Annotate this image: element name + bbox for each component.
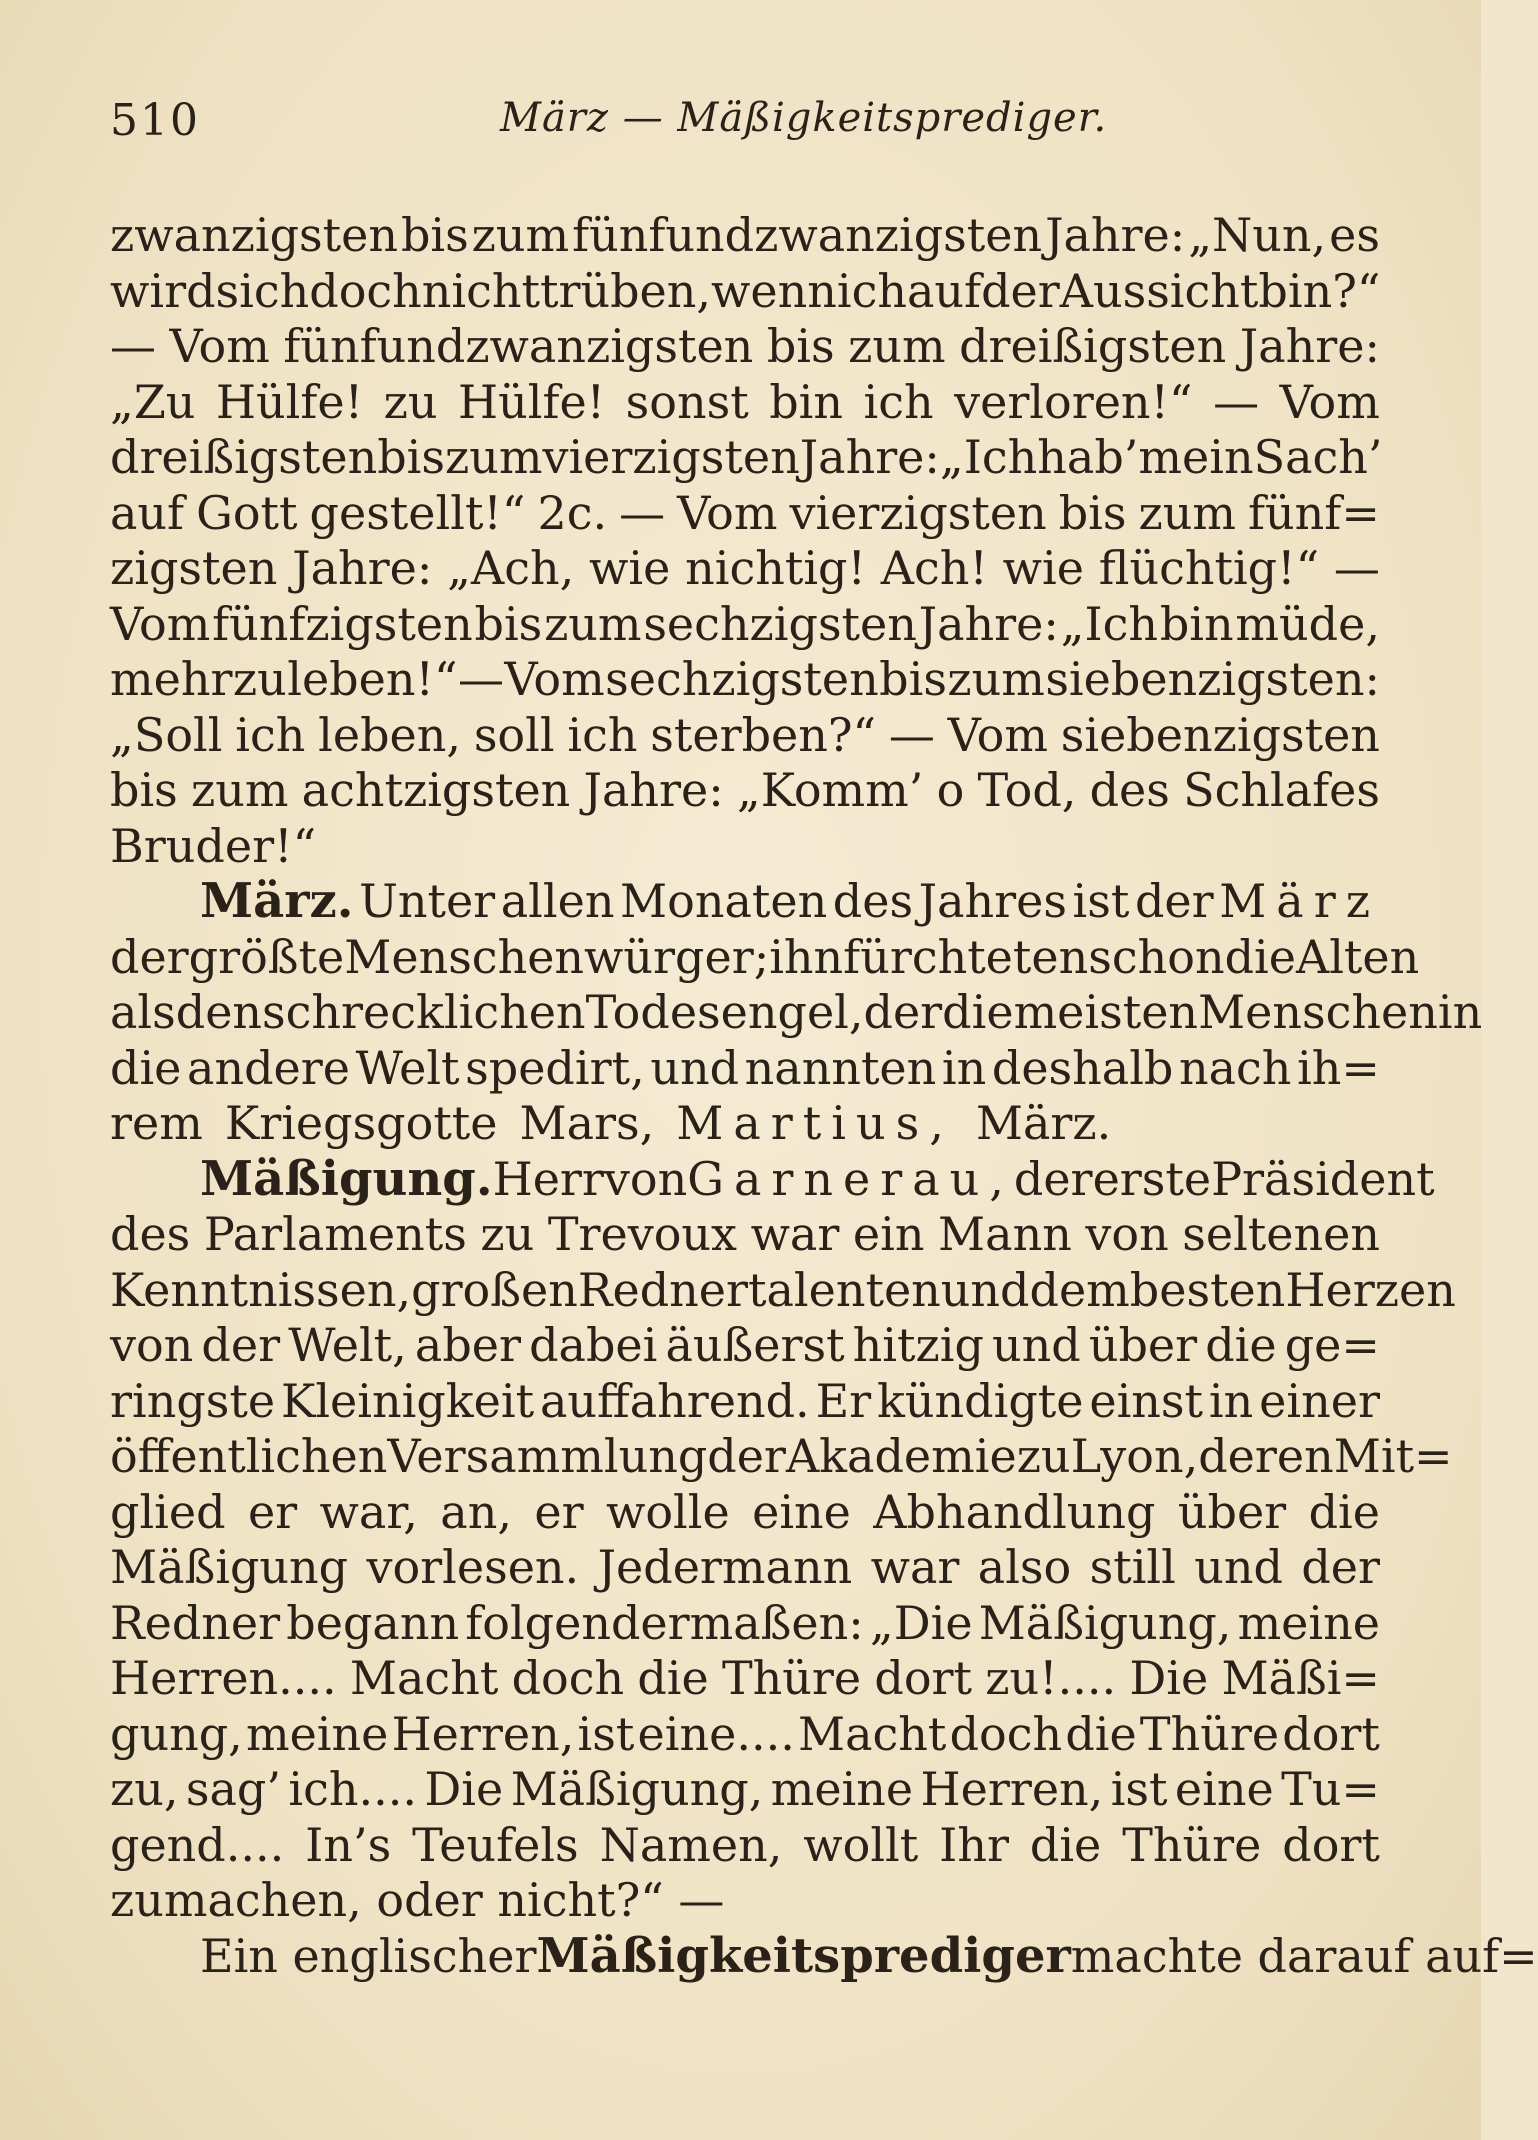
word: Menschenwürger; xyxy=(344,929,770,984)
word: sechzigsten xyxy=(605,652,879,706)
word: von xyxy=(603,1151,688,1206)
word: Trevoux xyxy=(547,1207,737,1261)
word: war xyxy=(870,1540,960,1594)
word: wolle xyxy=(605,1484,730,1539)
word: war xyxy=(750,1207,840,1261)
word: — xyxy=(457,652,504,706)
word: Mäßigung, xyxy=(510,1762,764,1816)
word: die xyxy=(1029,1817,1102,1872)
word: — xyxy=(888,707,935,762)
word: ih= xyxy=(1297,1040,1380,1095)
word: nach xyxy=(1178,1040,1292,1095)
word: zu xyxy=(480,1207,535,1261)
word: dabei xyxy=(529,1318,658,1372)
word: äußerst xyxy=(665,1318,845,1372)
word: zum xyxy=(947,652,1045,706)
word: dort xyxy=(874,1651,973,1705)
word: hab’ xyxy=(1037,430,1139,484)
word: vierzigsten xyxy=(542,430,800,484)
word: Präsident xyxy=(1211,1151,1435,1206)
word: dort xyxy=(1282,1706,1380,1761)
word: allen xyxy=(500,874,615,928)
word: Hülfe! xyxy=(215,374,364,429)
text-line xyxy=(110,1318,1380,1374)
word: besten xyxy=(1129,1262,1286,1317)
word: und xyxy=(650,1040,740,1095)
text-line xyxy=(110,1596,1380,1652)
word: Die xyxy=(424,1762,504,1816)
word: Bruder!“ xyxy=(110,818,317,873)
word: fünfundzwanzigsten xyxy=(283,319,754,373)
text-line xyxy=(110,708,1380,764)
text-line xyxy=(110,597,1380,653)
word: gestellt!“ xyxy=(309,485,526,540)
word: aber xyxy=(414,1318,521,1372)
word: zu xyxy=(383,374,438,429)
word: einst xyxy=(1089,1373,1204,1428)
word: „Ach, xyxy=(447,541,575,595)
word: in xyxy=(1437,985,1483,1039)
word: wollt xyxy=(803,1817,919,1872)
word: ein xyxy=(852,1207,925,1261)
word: ist xyxy=(1110,1762,1168,1816)
word: „Die xyxy=(869,1595,973,1650)
word: ge= xyxy=(1284,1318,1380,1372)
word: war, xyxy=(319,1484,418,1539)
word: Ein englischer xyxy=(200,1928,537,1983)
word: Ihr xyxy=(939,1817,1009,1872)
word: wie xyxy=(1002,541,1084,595)
word: dort xyxy=(1282,1817,1380,1872)
word: meine xyxy=(1237,1595,1380,1650)
word: nichtig! xyxy=(685,541,866,595)
word: fürchteten xyxy=(843,929,1089,984)
entry-keyword-maessigung: Mäßigung. xyxy=(200,1150,493,1207)
word: müde, xyxy=(1235,596,1380,651)
word: Welt xyxy=(355,1040,460,1095)
text-line xyxy=(110,652,1380,708)
word: von xyxy=(1085,1207,1169,1261)
word: dem xyxy=(1029,1262,1130,1317)
word: Herren.... xyxy=(110,1651,337,1705)
word: bin?“ xyxy=(1258,263,1381,318)
word: mein xyxy=(1138,430,1254,484)
word: eine.... xyxy=(637,1706,795,1761)
word: Menschen xyxy=(1198,985,1438,1039)
text-line xyxy=(110,541,1380,597)
word: meine xyxy=(770,1762,914,1816)
word: Versammlung xyxy=(387,1429,708,1483)
word: der xyxy=(1013,1151,1093,1206)
word: Welt, xyxy=(288,1318,407,1372)
body-text xyxy=(110,208,1538,1984)
word: „Komm’ xyxy=(736,763,924,817)
word: es xyxy=(1329,208,1380,262)
word: zum xyxy=(848,319,946,373)
word: des xyxy=(110,1207,191,1261)
word: die xyxy=(1224,929,1296,984)
word: Todesengel, xyxy=(585,985,864,1039)
word: Tod, xyxy=(977,763,1077,817)
word: deren xyxy=(1198,1429,1334,1483)
text-line xyxy=(110,430,1383,486)
word: bis xyxy=(110,763,178,817)
word: zum xyxy=(190,763,289,817)
word: andere xyxy=(187,1040,350,1095)
word: still xyxy=(1089,1540,1176,1594)
word: Mann xyxy=(938,1207,1072,1261)
entry-keyword-maerz: März. xyxy=(200,873,354,929)
word: Jahre: xyxy=(799,430,940,484)
running-head: März — Mäßigkeitsprediger. xyxy=(500,95,1108,141)
word: des xyxy=(832,874,914,928)
text-line xyxy=(110,763,1380,819)
word: vorlesen. xyxy=(366,1540,580,1594)
word: machte darauf auf= xyxy=(1070,1928,1538,1983)
text-line xyxy=(110,929,1420,986)
text-line xyxy=(110,1041,1380,1097)
word: Schlafes xyxy=(1183,763,1380,817)
text-line xyxy=(110,1707,1380,1763)
word: achtzigsten xyxy=(301,763,571,817)
word: er xyxy=(534,1484,584,1539)
word: des xyxy=(1089,763,1170,817)
word: zum xyxy=(471,208,570,262)
word: also xyxy=(977,1540,1072,1594)
text-line xyxy=(110,1207,1380,1263)
word: ich.... xyxy=(288,1762,417,1816)
word: zu, xyxy=(110,1762,179,1816)
word: von xyxy=(110,1318,194,1372)
word: die xyxy=(942,985,1014,1039)
word: Herren, xyxy=(391,1706,575,1761)
text-line xyxy=(110,819,1380,875)
word: der xyxy=(1134,874,1214,928)
word: auffahrend. xyxy=(539,1373,810,1428)
word: bis xyxy=(1058,485,1127,540)
word: die xyxy=(1308,1484,1380,1539)
word: Herzen xyxy=(1285,1262,1456,1317)
word: über xyxy=(1177,1484,1287,1539)
spaced-word: Garnerau, xyxy=(687,1151,1014,1206)
text-line xyxy=(110,1873,1380,1929)
text-line xyxy=(110,375,1380,431)
word: sterben?“ xyxy=(650,707,877,762)
word: o xyxy=(936,763,965,817)
word: rem xyxy=(110,1096,203,1150)
word: In’s xyxy=(305,1817,392,1872)
word: wird xyxy=(110,263,216,318)
word: Lyon, xyxy=(1070,1429,1199,1483)
word: in xyxy=(1208,1373,1254,1428)
word: bis xyxy=(474,596,543,651)
word: Mäßigung, xyxy=(978,1595,1232,1650)
word: — xyxy=(619,485,666,540)
word: Sach’ xyxy=(1253,430,1383,484)
word: der xyxy=(863,985,943,1039)
word: und xyxy=(940,1262,1030,1317)
word: wie xyxy=(589,541,671,595)
text-line xyxy=(110,1651,1380,1707)
word: Er xyxy=(815,1373,872,1428)
text-line xyxy=(110,264,1380,320)
word: den xyxy=(175,985,263,1039)
word: sechzigsten xyxy=(643,596,917,651)
word: zumachen, oder nicht?“ — xyxy=(110,1873,725,1927)
word: einer xyxy=(1259,1373,1380,1428)
word: gend.... xyxy=(110,1817,285,1872)
word: in xyxy=(941,1040,987,1095)
word: ich xyxy=(863,374,934,429)
word: ich xyxy=(567,707,638,762)
word: Jahre: xyxy=(292,541,433,595)
text-line xyxy=(110,1485,1380,1541)
word: großen xyxy=(411,1262,578,1317)
word: — xyxy=(1213,374,1260,429)
entry-maerz-first-line xyxy=(110,874,1380,930)
word: glied xyxy=(110,1484,226,1539)
word: zu xyxy=(1016,1429,1071,1483)
word: öffentlichen xyxy=(110,1429,388,1483)
word: Mit= xyxy=(1333,1429,1453,1483)
word: er xyxy=(247,1484,298,1539)
word: größte xyxy=(188,929,345,984)
word: ich xyxy=(235,707,306,762)
word: März. xyxy=(975,1096,1112,1150)
word: zwanzigsten xyxy=(110,208,398,262)
word: 2c. xyxy=(537,485,608,540)
word: Jahre: xyxy=(1239,319,1380,373)
word: wenn xyxy=(711,263,837,318)
word: doch xyxy=(511,1651,625,1705)
word: bis xyxy=(400,208,469,262)
word: nicht xyxy=(421,263,540,318)
entry-maessigkeitsprediger-first-line xyxy=(110,1927,1538,1985)
word: nannten xyxy=(744,1040,937,1095)
word: Vom xyxy=(677,485,778,540)
word: die xyxy=(637,1651,709,1705)
word: Thüre xyxy=(1122,1817,1262,1872)
word: dreißigsten xyxy=(110,430,378,484)
entry-maessigung-first-line xyxy=(110,1150,1435,1208)
word: Jedermann xyxy=(597,1540,853,1594)
word: Aussicht xyxy=(1059,263,1259,318)
word: Herren, xyxy=(920,1762,1104,1816)
entry-maessigung-body xyxy=(110,1207,1456,1873)
spaced-word: Martius, xyxy=(676,1096,954,1150)
word: ihn xyxy=(769,929,844,984)
text-line xyxy=(110,208,1380,264)
word: „Zu xyxy=(110,374,196,429)
word: gung, xyxy=(110,1706,243,1761)
text-line xyxy=(110,1096,1380,1152)
word: — xyxy=(1333,541,1380,595)
page-header xyxy=(110,95,1380,155)
word: Rednertalenten xyxy=(577,1262,941,1317)
word: Mäßi= xyxy=(1221,1651,1380,1705)
word: die xyxy=(1205,1318,1277,1372)
word: eine xyxy=(1174,1762,1274,1816)
word: Jahre: xyxy=(1045,208,1186,262)
word: kündigte xyxy=(877,1373,1084,1428)
word: „Ich xyxy=(1060,596,1159,651)
word: Vom xyxy=(504,652,605,706)
continuation-paragraph xyxy=(110,208,1383,819)
spaced-word: März xyxy=(1219,874,1380,928)
word: zum xyxy=(1138,485,1236,540)
word: fünf= xyxy=(1248,485,1380,540)
text-line xyxy=(110,1374,1380,1430)
word: ist xyxy=(1072,874,1130,928)
word: Tu= xyxy=(1281,1762,1380,1816)
word: hitzig xyxy=(852,1318,984,1372)
page-number: 510 xyxy=(110,95,200,146)
text-line xyxy=(110,1262,1456,1319)
text-line xyxy=(110,319,1380,375)
word: erste xyxy=(1092,1151,1212,1206)
word: auf xyxy=(110,485,185,540)
word: schon xyxy=(1088,929,1225,984)
word: Vom xyxy=(947,707,1048,762)
word: sonst xyxy=(625,374,749,429)
word: und xyxy=(992,1318,1081,1372)
word: die xyxy=(1065,1706,1137,1761)
word: ringste xyxy=(110,1373,276,1428)
word: der xyxy=(201,1318,281,1372)
word: Vom xyxy=(110,596,211,651)
word: zu!.... xyxy=(985,1651,1117,1705)
word: an, xyxy=(440,1484,512,1539)
word: zum xyxy=(544,596,642,651)
word: flüchtig!“ xyxy=(1098,541,1320,595)
word: vierzigsten xyxy=(789,485,1047,540)
word: Macht xyxy=(349,1651,499,1705)
word: Alten xyxy=(1295,929,1420,984)
text-line xyxy=(110,486,1380,542)
word: doch xyxy=(949,1706,1063,1761)
word: leben!“ xyxy=(287,652,458,706)
word: Jahres xyxy=(918,874,1067,928)
word: Kenntnissen, xyxy=(110,1262,412,1317)
word: fünfzigsten xyxy=(212,596,473,651)
word: Gott xyxy=(196,485,298,540)
text-line xyxy=(110,985,1483,1041)
word: doch xyxy=(309,263,422,318)
word: eine xyxy=(752,1484,851,1539)
word: dreißigsten xyxy=(959,319,1227,373)
word: meisten xyxy=(1013,985,1199,1039)
text-line xyxy=(110,1818,1380,1874)
word: Vom xyxy=(1279,374,1380,429)
entry-keyword-maessigkeitsprediger: Mäßigkeitsprediger xyxy=(536,1927,1071,1984)
word: bin xyxy=(769,374,843,429)
word: Jahre: xyxy=(583,763,724,817)
word: Herr xyxy=(492,1151,604,1206)
word: über xyxy=(1088,1318,1198,1372)
word: verloren!“ xyxy=(954,374,1193,429)
word: der xyxy=(981,263,1060,318)
word: zum xyxy=(444,430,543,484)
word: — xyxy=(110,319,156,373)
word: deshalb xyxy=(991,1040,1174,1095)
word: „Soll xyxy=(110,707,223,762)
text-line xyxy=(110,1762,1380,1818)
word: als xyxy=(110,985,176,1039)
word: Vom xyxy=(169,319,270,373)
word: Teufels xyxy=(412,1817,579,1872)
entry-maerz-body xyxy=(110,929,1483,1097)
word: folgendermaßen: xyxy=(465,1595,864,1650)
word: Kleinigkeit xyxy=(280,1373,535,1428)
word: fünfundzwanzigsten xyxy=(572,208,1043,262)
word: bis xyxy=(766,319,835,373)
word: soll xyxy=(473,707,555,762)
word: zu xyxy=(232,652,287,706)
word: Kriegsgotte xyxy=(224,1096,498,1150)
word: Akademie xyxy=(785,1429,1017,1483)
word: auf xyxy=(907,263,982,318)
word: bis xyxy=(377,430,445,484)
word: Hülfe! xyxy=(457,374,606,429)
word: „Ich xyxy=(939,430,1038,484)
word: Thüre xyxy=(721,1651,862,1705)
word: die xyxy=(110,1040,182,1095)
word: „Nun, xyxy=(1188,208,1327,262)
word: und xyxy=(1194,1540,1283,1594)
word: Thüre xyxy=(1139,1706,1280,1761)
text-line xyxy=(110,1429,1453,1485)
word: Jahre: xyxy=(918,596,1059,651)
word: bis xyxy=(879,652,947,706)
word: Macht xyxy=(798,1706,947,1761)
word: der xyxy=(1301,1540,1380,1594)
word: Die xyxy=(1129,1651,1209,1705)
word: sich xyxy=(215,263,310,318)
word: Parlaments xyxy=(203,1207,467,1261)
word: Mäßigung xyxy=(110,1540,349,1594)
word: spedirt, xyxy=(465,1040,645,1095)
word: mehr xyxy=(110,652,233,706)
word: Ach! xyxy=(880,541,988,595)
word: Namen, xyxy=(599,1817,783,1872)
word: bin xyxy=(1159,596,1234,651)
word: Monaten xyxy=(620,874,828,928)
word: trüben, xyxy=(540,263,712,318)
word: zigsten xyxy=(110,541,278,595)
word: leben, xyxy=(318,707,462,762)
word: Unter xyxy=(359,874,496,928)
word: schrecklichen xyxy=(262,985,586,1039)
word: Abhandlung xyxy=(873,1484,1156,1539)
text-line xyxy=(110,1540,1380,1596)
word: der xyxy=(707,1429,786,1483)
word: siebenzigsten xyxy=(1060,707,1380,762)
word: Mars, xyxy=(519,1096,655,1150)
word: der xyxy=(110,929,189,984)
word: ist xyxy=(577,1706,635,1761)
word: begann xyxy=(286,1595,460,1650)
word: seltenen xyxy=(1182,1207,1380,1261)
word: Redner xyxy=(110,1595,281,1650)
word: siebenzigsten: xyxy=(1045,652,1380,706)
word: ich xyxy=(836,263,907,318)
word: meine xyxy=(245,1706,389,1761)
word: sag’ xyxy=(185,1762,281,1816)
